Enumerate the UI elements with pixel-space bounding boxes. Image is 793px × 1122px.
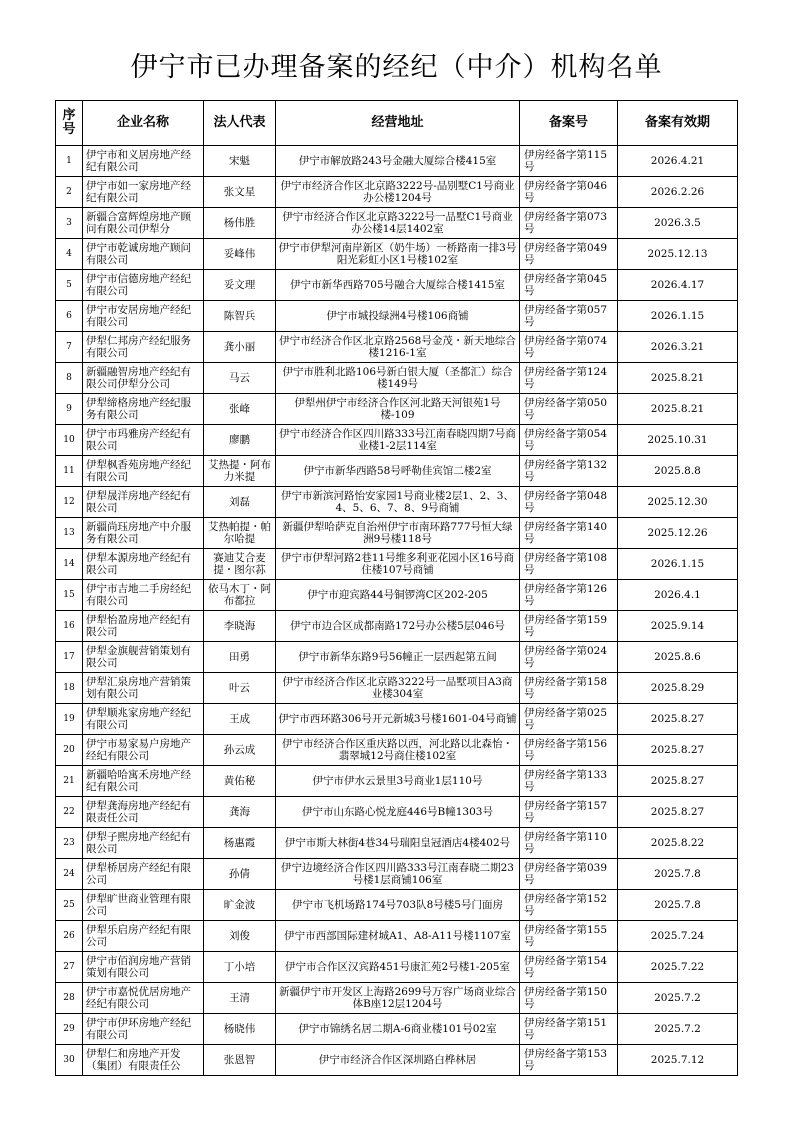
cell-rep: 马云 xyxy=(204,363,276,394)
cell-company: 新疆合富辉煌房地产顾问有限公司伊犁分 xyxy=(83,208,204,239)
table-row xyxy=(56,301,738,332)
cell-rep: 张文星 xyxy=(204,177,276,208)
cell-rep: 孙倩 xyxy=(204,859,276,890)
cell-company: 伊宁市乾诚房地产顾问有限公司 xyxy=(83,239,204,270)
cell-record: 伊房经备字第156号 xyxy=(520,735,618,766)
cell-seq: 7 xyxy=(56,332,83,363)
cell-address: 伊宁市西部国际建材城A1、A8-A11号楼1107室 xyxy=(276,921,520,952)
cell-company: 伊犁龚海房地产经纪有限责任公司 xyxy=(83,797,204,828)
cell-address: 伊宁市经济合作区深圳路白桦林居 xyxy=(276,1045,520,1076)
cell-record: 伊房经备字第133号 xyxy=(520,766,618,797)
cell-seq: 3 xyxy=(56,208,83,239)
cell-record: 伊房经备字第155号 xyxy=(520,921,618,952)
cell-address: 伊宁市新华西路58号呼勒佳宾馆二楼2室 xyxy=(276,456,520,487)
cell-seq: 24 xyxy=(56,859,83,890)
cell-expiry: 2025.8.6 xyxy=(618,642,738,673)
cell-seq: 11 xyxy=(56,456,83,487)
cell-seq: 30 xyxy=(56,1045,83,1076)
cell-rep: 张恩智 xyxy=(204,1045,276,1076)
cell-record: 伊房经备字第057号 xyxy=(520,301,618,332)
header-seq-label: 序 号 xyxy=(62,108,76,137)
cell-company: 伊犁乐启房产经纪有限公司 xyxy=(83,921,204,952)
header-expiry: 备案有效期 xyxy=(618,101,738,146)
cell-record: 伊房经备字第158号 xyxy=(520,673,618,704)
table-row xyxy=(56,239,738,270)
cell-rep: 廖鹏 xyxy=(204,425,276,456)
cell-address: 伊宁市新华东路9号56幢正一层西起第五间 xyxy=(276,642,520,673)
cell-seq: 13 xyxy=(56,518,83,549)
cell-company: 伊宁市佰润房地产营销策划有限公司 xyxy=(83,952,204,983)
agency-table xyxy=(55,100,738,1076)
table-row xyxy=(56,270,738,301)
cell-expiry: 2025.12.13 xyxy=(618,239,738,270)
cell-company: 伊犁顺兆家房地产经纪有限公司 xyxy=(83,704,204,735)
table-row xyxy=(56,673,738,704)
cell-address: 新疆伊宁市开发区上海路2699号万容广场商业综合体B座12层1204号 xyxy=(276,983,520,1014)
cell-seq: 10 xyxy=(56,425,83,456)
cell-expiry: 2025.12.30 xyxy=(618,487,738,518)
table-row xyxy=(56,487,738,518)
table-row xyxy=(56,797,738,828)
cell-seq: 15 xyxy=(56,580,83,611)
cell-address: 伊宁市经济合作区北京路3222号一品墅项目A3商业楼304室 xyxy=(276,673,520,704)
cell-seq: 28 xyxy=(56,983,83,1014)
table-row xyxy=(56,611,738,642)
cell-expiry: 2025.7.8 xyxy=(618,890,738,921)
table-row xyxy=(56,735,738,766)
cell-company: 伊犁本源房地产经纪有限公司 xyxy=(83,549,204,580)
cell-address: 伊宁市新滨河路怡安家园1号商业楼2层1、2、3、4、5、6、7、8、9号商铺 xyxy=(276,487,520,518)
cell-record: 伊房经备字第110号 xyxy=(520,828,618,859)
header-record: 备案号 xyxy=(520,101,618,146)
cell-expiry: 2025.9.14 xyxy=(618,611,738,642)
table-row xyxy=(56,332,738,363)
cell-address: 伊宁市经济合作区北京路2568号金茂・新天地综合楼1216-1室 xyxy=(276,332,520,363)
table-row xyxy=(56,766,738,797)
table-header-row xyxy=(56,101,738,146)
cell-expiry: 2025.8.22 xyxy=(618,828,738,859)
cell-company: 伊宁市易家易户房地产经纪有限公司 xyxy=(83,735,204,766)
cell-company: 伊犁桥居房产经纪有限公司 xyxy=(83,859,204,890)
cell-record: 伊房经备字第024号 xyxy=(520,642,618,673)
table-row xyxy=(56,580,738,611)
cell-seq: 17 xyxy=(56,642,83,673)
cell-company: 伊犁晟洋房地产经纪有限公司 xyxy=(83,487,204,518)
cell-company: 伊宁市信德房地产经纪有限公司 xyxy=(83,270,204,301)
cell-company: 伊犁枫香苑房地产经纪有限公司 xyxy=(83,456,204,487)
cell-company: 伊宁市和义居房地产经纪有限公司 xyxy=(83,146,204,177)
cell-rep: 赛迪艾合麦提・图尔荪 xyxy=(204,549,276,580)
cell-record: 伊房经备字第140号 xyxy=(520,518,618,549)
cell-company: 伊犁旷世商业管理有限公司 xyxy=(83,890,204,921)
cell-expiry: 2025.8.27 xyxy=(618,704,738,735)
cell-address: 伊宁市迎宾路44号铜锣湾C区202-205 xyxy=(276,580,520,611)
table-row xyxy=(56,456,738,487)
cell-record: 伊房经备字第132号 xyxy=(520,456,618,487)
table-row xyxy=(56,177,738,208)
cell-rep: 叶云 xyxy=(204,673,276,704)
table-row xyxy=(56,952,738,983)
cell-expiry: 2026.1.15 xyxy=(618,301,738,332)
cell-company: 伊犁汇泉房地产营销策划有限公司 xyxy=(83,673,204,704)
table-row xyxy=(56,146,738,177)
cell-seq: 18 xyxy=(56,673,83,704)
cell-rep: 王成 xyxy=(204,704,276,735)
table-row xyxy=(56,1014,738,1045)
cell-company: 新疆融智房地产经纪有限公司伊犁分公司 xyxy=(83,363,204,394)
cell-address: 伊宁边境经济合作区四川路333号江南春晓二期23号楼1层商铺106室 xyxy=(276,859,520,890)
cell-record: 伊房经备字第159号 xyxy=(520,611,618,642)
cell-seq: 19 xyxy=(56,704,83,735)
cell-rep: 王清 xyxy=(204,983,276,1014)
cell-company: 伊犁缔格房地产经纪服务有限公司 xyxy=(83,394,204,425)
cell-record: 伊房经备字第048号 xyxy=(520,487,618,518)
cell-rep: 旷金波 xyxy=(204,890,276,921)
cell-company: 伊宁市嘉悦优居房地产经纪有限公司 xyxy=(83,983,204,1014)
cell-address: 伊宁市边合区成都南路172号办公楼5层046号 xyxy=(276,611,520,642)
cell-expiry: 2026.4.17 xyxy=(618,270,738,301)
cell-seq: 22 xyxy=(56,797,83,828)
cell-record: 伊房经备字第050号 xyxy=(520,394,618,425)
cell-seq: 23 xyxy=(56,828,83,859)
header-company: 企业名称 xyxy=(83,101,204,146)
cell-rep: 孙云成 xyxy=(204,735,276,766)
table-row xyxy=(56,890,738,921)
cell-rep: 妥文理 xyxy=(204,270,276,301)
cell-expiry: 2025.8.27 xyxy=(618,797,738,828)
cell-rep: 黄佑秘 xyxy=(204,766,276,797)
cell-rep: 艾热提・阿布力米提 xyxy=(204,456,276,487)
cell-seq: 16 xyxy=(56,611,83,642)
cell-address: 伊宁市经济合作区北京路3222号一品墅C1号商业办公楼14层1402室 xyxy=(276,208,520,239)
cell-seq: 5 xyxy=(56,270,83,301)
cell-record: 伊房经备字第153号 xyxy=(520,1045,618,1076)
cell-address: 伊宁市经济合作区北京路3222号-品别墅C1号商业办公楼1204号 xyxy=(276,177,520,208)
cell-record: 伊房经备字第054号 xyxy=(520,425,618,456)
cell-rep: 艾热帕提・帕尔哈提 xyxy=(204,518,276,549)
cell-seq: 20 xyxy=(56,735,83,766)
header-rep: 法人代表 xyxy=(204,101,276,146)
cell-seq: 29 xyxy=(56,1014,83,1045)
cell-address: 伊宁市锦绣名居二期A-6商业楼101号02室 xyxy=(276,1014,520,1045)
cell-address: 伊宁市经济合作区四川路333号江南春晓四期7号商业楼1-2层114室 xyxy=(276,425,520,456)
cell-company: 伊宁市安居房地产经纪有限公司 xyxy=(83,301,204,332)
table-row xyxy=(56,208,738,239)
cell-seq: 9 xyxy=(56,394,83,425)
cell-rep: 陈智兵 xyxy=(204,301,276,332)
cell-company: 伊宁市伊环房地产经纪有限公司 xyxy=(83,1014,204,1045)
cell-address: 伊宁市胜利北路106号新白银大厦（圣都汇）综合楼149号 xyxy=(276,363,520,394)
cell-rep: 妥峰伟 xyxy=(204,239,276,270)
cell-seq: 25 xyxy=(56,890,83,921)
cell-company: 伊犁仁和房地产开发（集团）有限责任公 xyxy=(83,1045,204,1076)
cell-address: 伊宁市伊犁河南岸新区（奶牛场）一桥路南一排3号阳光彩虹小区1号楼102室 xyxy=(276,239,520,270)
cell-seq: 12 xyxy=(56,487,83,518)
cell-record: 伊房经备字第150号 xyxy=(520,983,618,1014)
cell-seq: 8 xyxy=(56,363,83,394)
cell-company: 伊宁市吉地二手房经纪有限公司 xyxy=(83,580,204,611)
cell-expiry: 2026.4.21 xyxy=(618,146,738,177)
table-row xyxy=(56,518,738,549)
cell-address: 伊宁市城投绿洲4号楼106商铺 xyxy=(276,301,520,332)
cell-expiry: 2026.3.5 xyxy=(618,208,738,239)
cell-expiry: 2025.7.2 xyxy=(618,983,738,1014)
cell-address: 伊宁市伊水云景里3号商业1层110号 xyxy=(276,766,520,797)
cell-address: 伊犁州伊宁市经济合作区河北路天河银苑1号楼-109 xyxy=(276,394,520,425)
cell-seq: 21 xyxy=(56,766,83,797)
cell-expiry: 2025.8.21 xyxy=(618,394,738,425)
table-row xyxy=(56,425,738,456)
cell-record: 伊房经备字第151号 xyxy=(520,1014,618,1045)
cell-address: 伊宁市西环路306号开元新城3号楼1601-04号商铺 xyxy=(276,704,520,735)
table-row xyxy=(56,921,738,952)
table-row xyxy=(56,983,738,1014)
page-title: 伊宁市已办理备案的经纪（中介）机构名单 xyxy=(130,52,663,83)
cell-seq: 1 xyxy=(56,146,83,177)
cell-record: 伊房经备字第039号 xyxy=(520,859,618,890)
cell-expiry: 2025.7.24 xyxy=(618,921,738,952)
header-seq xyxy=(56,101,83,146)
cell-expiry: 2025.8.27 xyxy=(618,735,738,766)
cell-address: 伊宁市经济合作区重庆路以西，河北路以北森怡・翡翠城12号商住楼102室 xyxy=(276,735,520,766)
table-row xyxy=(56,549,738,580)
table-row xyxy=(56,1045,738,1076)
cell-company: 伊犁金旗舰营销策划有限公司 xyxy=(83,642,204,673)
cell-expiry: 2025.7.22 xyxy=(618,952,738,983)
cell-expiry: 2025.10.31 xyxy=(618,425,738,456)
cell-company: 伊犁怡盈房地产经纪有限公司 xyxy=(83,611,204,642)
cell-rep: 张峰 xyxy=(204,394,276,425)
cell-record: 伊房经备字第152号 xyxy=(520,890,618,921)
cell-rep: 杨伟胜 xyxy=(204,208,276,239)
cell-seq: 26 xyxy=(56,921,83,952)
table-body xyxy=(56,146,738,1076)
table-row xyxy=(56,828,738,859)
cell-seq: 6 xyxy=(56,301,83,332)
cell-record: 伊房经备字第025号 xyxy=(520,704,618,735)
cell-rep: 依马木丁・阿布都拉 xyxy=(204,580,276,611)
table-row xyxy=(56,642,738,673)
header-address: 经营地址 xyxy=(276,101,520,146)
cell-expiry: 2026.2.26 xyxy=(618,177,738,208)
cell-seq: 27 xyxy=(56,952,83,983)
cell-record: 伊房经备字第073号 xyxy=(520,208,618,239)
cell-rep: 丁小培 xyxy=(204,952,276,983)
cell-company: 伊宁市玛雅房产经纪有限公司 xyxy=(83,425,204,456)
cell-company: 新疆哈哈寓禾房地产经纪有限公司 xyxy=(83,766,204,797)
cell-address: 新疆伊犁哈萨克自治州伊宁市南环路777号恒大绿洲9号楼118号 xyxy=(276,518,520,549)
cell-company: 伊犁仁邦房产经纪服务有限公司 xyxy=(83,332,204,363)
cell-rep: 杨晓伟 xyxy=(204,1014,276,1045)
cell-expiry: 2025.7.8 xyxy=(618,859,738,890)
cell-address: 伊宁市飞机场路174号703队8号楼5号门面房 xyxy=(276,890,520,921)
cell-rep: 刘磊 xyxy=(204,487,276,518)
cell-expiry: 2026.1.15 xyxy=(618,549,738,580)
cell-record: 伊房经备字第074号 xyxy=(520,332,618,363)
cell-expiry: 2025.8.8 xyxy=(618,456,738,487)
cell-record: 伊房经备字第049号 xyxy=(520,239,618,270)
cell-rep: 李晓海 xyxy=(204,611,276,642)
cell-address: 伊宁市伊犁河路2巷11号维多利亚花园小区16号商住楼107号商铺 xyxy=(276,549,520,580)
cell-address: 伊宁市合作区汉宾路451号康汇苑2号楼1-205室 xyxy=(276,952,520,983)
table-row xyxy=(56,859,738,890)
cell-expiry: 2025.8.27 xyxy=(618,766,738,797)
cell-expiry: 2026.3.21 xyxy=(618,332,738,363)
cell-expiry: 2025.7.2 xyxy=(618,1014,738,1045)
cell-rep: 杨惠霞 xyxy=(204,828,276,859)
cell-record: 伊房经备字第154号 xyxy=(520,952,618,983)
cell-record: 伊房经备字第115号 xyxy=(520,146,618,177)
table-row xyxy=(56,394,738,425)
cell-rep: 刘俊 xyxy=(204,921,276,952)
cell-rep: 龚海 xyxy=(204,797,276,828)
cell-record: 伊房经备字第124号 xyxy=(520,363,618,394)
cell-record: 伊房经备字第046号 xyxy=(520,177,618,208)
cell-seq: 2 xyxy=(56,177,83,208)
cell-company: 新疆尚珏房地产中介服务有限公司 xyxy=(83,518,204,549)
table-row xyxy=(56,363,738,394)
cell-record: 伊房经备字第045号 xyxy=(520,270,618,301)
cell-expiry: 2025.7.12 xyxy=(618,1045,738,1076)
cell-seq: 14 xyxy=(56,549,83,580)
cell-record: 伊房经备字第157号 xyxy=(520,797,618,828)
cell-address: 伊宁市山东路心悦龙庭446号B幢1303号 xyxy=(276,797,520,828)
cell-rep: 宋魁 xyxy=(204,146,276,177)
cell-company: 伊犁子熙房地产经纪有限公司 xyxy=(83,828,204,859)
cell-seq: 4 xyxy=(56,239,83,270)
table-row xyxy=(56,704,738,735)
cell-expiry: 2026.4.1 xyxy=(618,580,738,611)
cell-record: 伊房经备字第108号 xyxy=(520,549,618,580)
cell-rep: 龚小丽 xyxy=(204,332,276,363)
cell-company: 伊宁市如一家房地产经纪有限公司 xyxy=(83,177,204,208)
cell-expiry: 2025.8.29 xyxy=(618,673,738,704)
cell-rep: 田勇 xyxy=(204,642,276,673)
cell-record: 伊房经备字第126号 xyxy=(520,580,618,611)
cell-address: 伊宁市解放路243号金融大厦综合楼415室 xyxy=(276,146,520,177)
cell-address: 伊宁市新华西路705号融合大厦综合楼1415室 xyxy=(276,270,520,301)
cell-expiry: 2025.12.26 xyxy=(618,518,738,549)
cell-address: 伊宁市斯大林街4巷34号瑞阳皇冠酒店4楼402号 xyxy=(276,828,520,859)
cell-expiry: 2025.8.21 xyxy=(618,363,738,394)
